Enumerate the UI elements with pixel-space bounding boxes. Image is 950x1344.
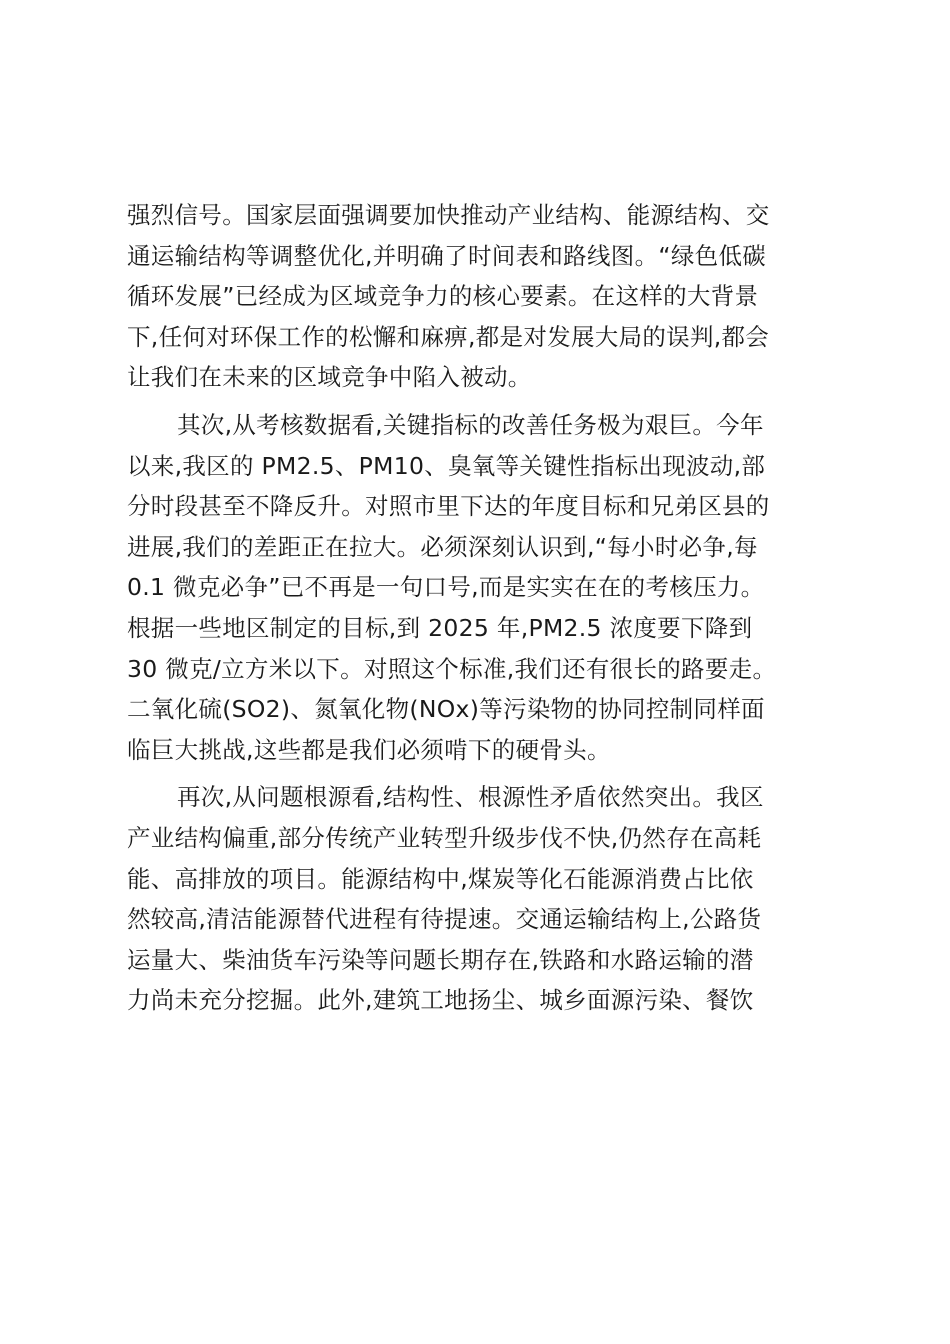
paragraph-line: 以来,我区的 PM2.5、PM10、臭氧等关键性指标出现波动,部: [127, 451, 766, 480]
paragraph-1: [127, 195, 827, 398]
paragraph-line: 然较高,清洁能源替代进程有待提速。交通运输结构上,公路货: [127, 905, 762, 934]
paragraph-line: 二氧化硫(SO2)、氮氧化物(NOx)等污染物的协同控制同样面: [127, 695, 765, 724]
paragraph-line: 分时段甚至不降反升。对照市里下达的年度目标和兄弟区县的: [127, 492, 770, 521]
paragraph-2: [127, 405, 827, 770]
paragraph-line: 进展,我们的差距正在拉大。必须深刻认识到,“每小时必争,每: [127, 532, 758, 561]
paragraph-line: 运量大、柴油货车污染等问题长期存在,铁路和水路运输的潜: [127, 945, 754, 974]
paragraph-line: 通运输结构等调整优化,并明确了时间表和路线图。“绿色低碳: [127, 241, 767, 270]
paragraph-line: 根据一些地区制定的目标,到 2025 年,PM2.5 浓度要下降到: [127, 613, 753, 642]
document-body: [127, 195, 827, 1021]
paragraph-line: 0.1 微克必争”已不再是一句口号,而是实实在在的考核压力。: [127, 573, 765, 602]
paragraph-line: 临巨大挑战,这些都是我们必须啃下的硬骨头。: [127, 735, 611, 764]
paragraph-3: [127, 777, 827, 1021]
paragraph-line: 其次,从考核数据看,关键指标的改善任务极为艰巨。今年: [177, 410, 764, 439]
paragraph-line: 能、高排放的项目。能源结构中,煤炭等化石能源消费占比依: [127, 864, 754, 893]
paragraph-line: 30 微克/立方米以下。对照这个标准,我们还有很长的路要走。: [127, 654, 777, 683]
paragraph-line: 产业结构偏重,部分传统产业转型升级步伐不快,仍然存在高耗: [127, 823, 762, 852]
paragraph-line: 力尚未充分挖掘。此外,建筑工地扬尘、城乡面源污染、餐饮: [127, 986, 754, 1015]
paragraph-line: 下,任何对环保工作的松懈和麻痹,都是对发展大局的误判,都会: [127, 322, 770, 351]
paragraph-line: 循环发展”已经成为区域竞争力的核心要素。在这样的大背景: [127, 282, 759, 311]
paragraph-line: 强烈信号。国家层面强调要加快推动产业结构、能源结构、交: [127, 201, 770, 229]
paragraph-line: 再次,从问题根源看,结构性、根源性矛盾依然突出。我区: [177, 783, 764, 812]
paragraph-line: 让我们在未来的区域竞争中陷入被动。: [127, 363, 532, 392]
